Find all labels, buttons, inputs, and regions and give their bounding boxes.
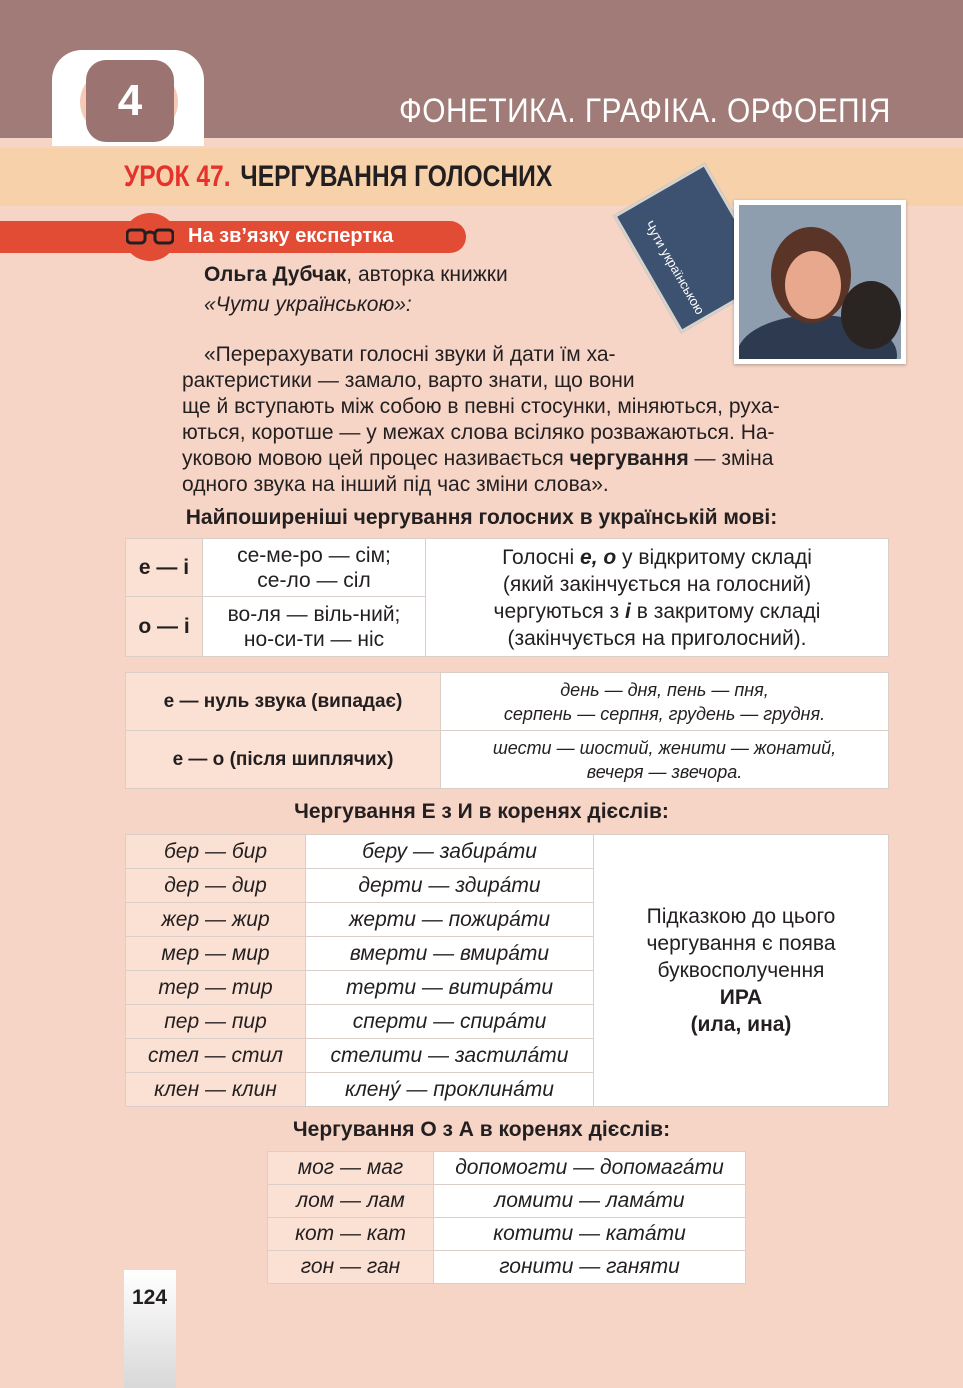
table-row — [268, 1152, 746, 1185]
example-cell: клену́ — проклинáти — [306, 1073, 594, 1107]
table-row — [268, 1251, 746, 1284]
section-heading: Чергування О з А в коренях дієслів: — [292, 1118, 671, 1141]
rule-term: е, о — [580, 545, 617, 569]
example-line: се-ло — сіл — [257, 568, 371, 592]
example-cell: дерти — здирáти — [306, 869, 594, 903]
book-cover-title: Чути українською — [641, 218, 708, 317]
e-i-verb-table — [125, 834, 889, 1107]
example-cell — [441, 673, 889, 731]
o-a-verb-table — [267, 1151, 746, 1284]
quote-line-2: рактеристики — замало, варто знати, що вони — [182, 369, 635, 392]
vowel-table — [125, 538, 889, 657]
table-row — [268, 1185, 746, 1218]
book-name: «Чути українською»: — [204, 293, 412, 316]
pair-cell: лом — лам — [268, 1185, 434, 1218]
page-number: 124 — [132, 1286, 168, 1309]
pair-cell: дер — дир — [126, 869, 306, 903]
pair-cell: е — і — [126, 539, 203, 597]
glasses-icon — [126, 227, 174, 247]
pair-cell: о — і — [126, 597, 203, 657]
quote-line-4: ються, коротше — у межах слова всіляко розважаються. На- — [182, 421, 775, 444]
hint-line: буквосполучення — [657, 959, 825, 982]
example-cell — [441, 731, 889, 789]
section-heading: Найпоширеніші чергування голосних в українській мові: — [185, 506, 778, 529]
author-portrait — [739, 205, 901, 359]
rule-line — [426, 544, 888, 571]
author-line — [204, 262, 508, 288]
quote-line-1: «Перерахувати голосні звуки й дати їм ха- — [204, 343, 616, 366]
table-row — [268, 1218, 746, 1251]
example-line: во-ля — віль-ний; — [227, 602, 401, 626]
example-line: серпень — серпня, грудень — грудня. — [503, 703, 826, 724]
rule-text: чергуються з — [493, 599, 626, 623]
quote-text: — зміна — [688, 447, 774, 470]
pair-cell: жер — жир — [126, 903, 306, 937]
hint-line: Підказкою до цього — [646, 905, 836, 928]
rule-line: (закінчується на приголосний). — [507, 626, 807, 650]
example-cell: сперти — спирáти — [306, 1005, 594, 1039]
example-cell: допомогти — допомагáти — [434, 1152, 746, 1185]
pair-cell: стел — стил — [126, 1039, 306, 1073]
example-cell: ломити — ламáти — [434, 1185, 746, 1218]
table-row — [126, 539, 889, 597]
rule-term: і — [625, 599, 631, 623]
pair-cell: мер — мир — [126, 937, 306, 971]
rule-label: е — нуль звука (випадає) — [126, 673, 441, 731]
pair-cell: клен — клин — [126, 1073, 306, 1107]
pair-cell: бер — бир — [126, 835, 306, 869]
hint-cell — [594, 835, 889, 1107]
table-row — [126, 731, 889, 789]
expert-badge — [124, 213, 176, 261]
example-cell: гонити — ганяти — [434, 1251, 746, 1284]
rule-line — [426, 598, 888, 625]
rule-text: в закритому складі — [630, 599, 821, 623]
pair-cell: тер — тир — [126, 971, 306, 1005]
chapter-number: 4 — [86, 60, 174, 142]
quote-line-6: одного звука на інший під час зміни слова». — [182, 473, 609, 496]
author-name: Ольга Дубчак — [204, 263, 347, 286]
example-cell: котити — катáти — [434, 1218, 746, 1251]
example-line: шести — шостий, женити — жонатий, — [492, 737, 837, 758]
pair-cell: мог — маг — [268, 1152, 434, 1185]
rule-line: (який закінчується на голосний) — [502, 572, 812, 596]
example-cell: жерти — пожирáти — [306, 903, 594, 937]
hint-term: ИРА — [719, 986, 763, 1009]
author-desc: , авторка книжки — [346, 263, 508, 286]
rule-label: е — о (після шиплячих) — [126, 731, 441, 789]
hint-line: чергування є поява — [646, 932, 836, 955]
quote-term: чергування — [569, 447, 689, 470]
author-photo — [734, 200, 906, 364]
pair-cell: гон — ган — [268, 1251, 434, 1284]
example-line: но-си-ти — ніс — [243, 627, 385, 651]
example-cell: беру — забирáти — [306, 835, 594, 869]
rule-cell — [426, 539, 889, 657]
lesson-number: УРОК 47. — [124, 160, 231, 193]
example-cell: вмерти — вмирáти — [306, 937, 594, 971]
chapter-title: ФОНЕТИКА. ГРАФІКА. ОРФОЕПІЯ — [399, 92, 891, 130]
quote-text: уковою мовою цей процес називається — [182, 447, 570, 470]
example-line: вечеря — звечора. — [586, 761, 743, 782]
example-line: се-ме-ро — сім; — [237, 543, 391, 567]
example-cell: терти — витирáти — [306, 971, 594, 1005]
example-cell — [203, 539, 426, 597]
pair-cell: кот — кат — [268, 1218, 434, 1251]
alternation-table — [125, 672, 889, 789]
rule-text: Голосні — [502, 545, 581, 569]
section-heading: Чергування Е з И в коренях дієслів: — [294, 800, 669, 823]
example-cell: стелити — застилáти — [306, 1039, 594, 1073]
quote-line-3: ще й вступають між собою в певні стосунки, міняються, руха- — [182, 395, 780, 418]
table-row — [126, 835, 889, 869]
hint-term: (ила, ина) — [690, 1013, 792, 1036]
example-line: день — дня, пень — пня, — [560, 679, 769, 700]
expert-label: На зв’язку експертка — [188, 225, 394, 247]
example-cell — [203, 597, 426, 657]
quote-line-5 — [182, 446, 773, 472]
lesson-name: ЧЕРГУВАННЯ ГОЛОСНИХ — [240, 160, 553, 193]
pair-cell: пер — пир — [126, 1005, 306, 1039]
lesson-title — [124, 160, 552, 194]
table-row — [126, 673, 889, 731]
rule-text: у відкритому складі — [616, 545, 812, 569]
